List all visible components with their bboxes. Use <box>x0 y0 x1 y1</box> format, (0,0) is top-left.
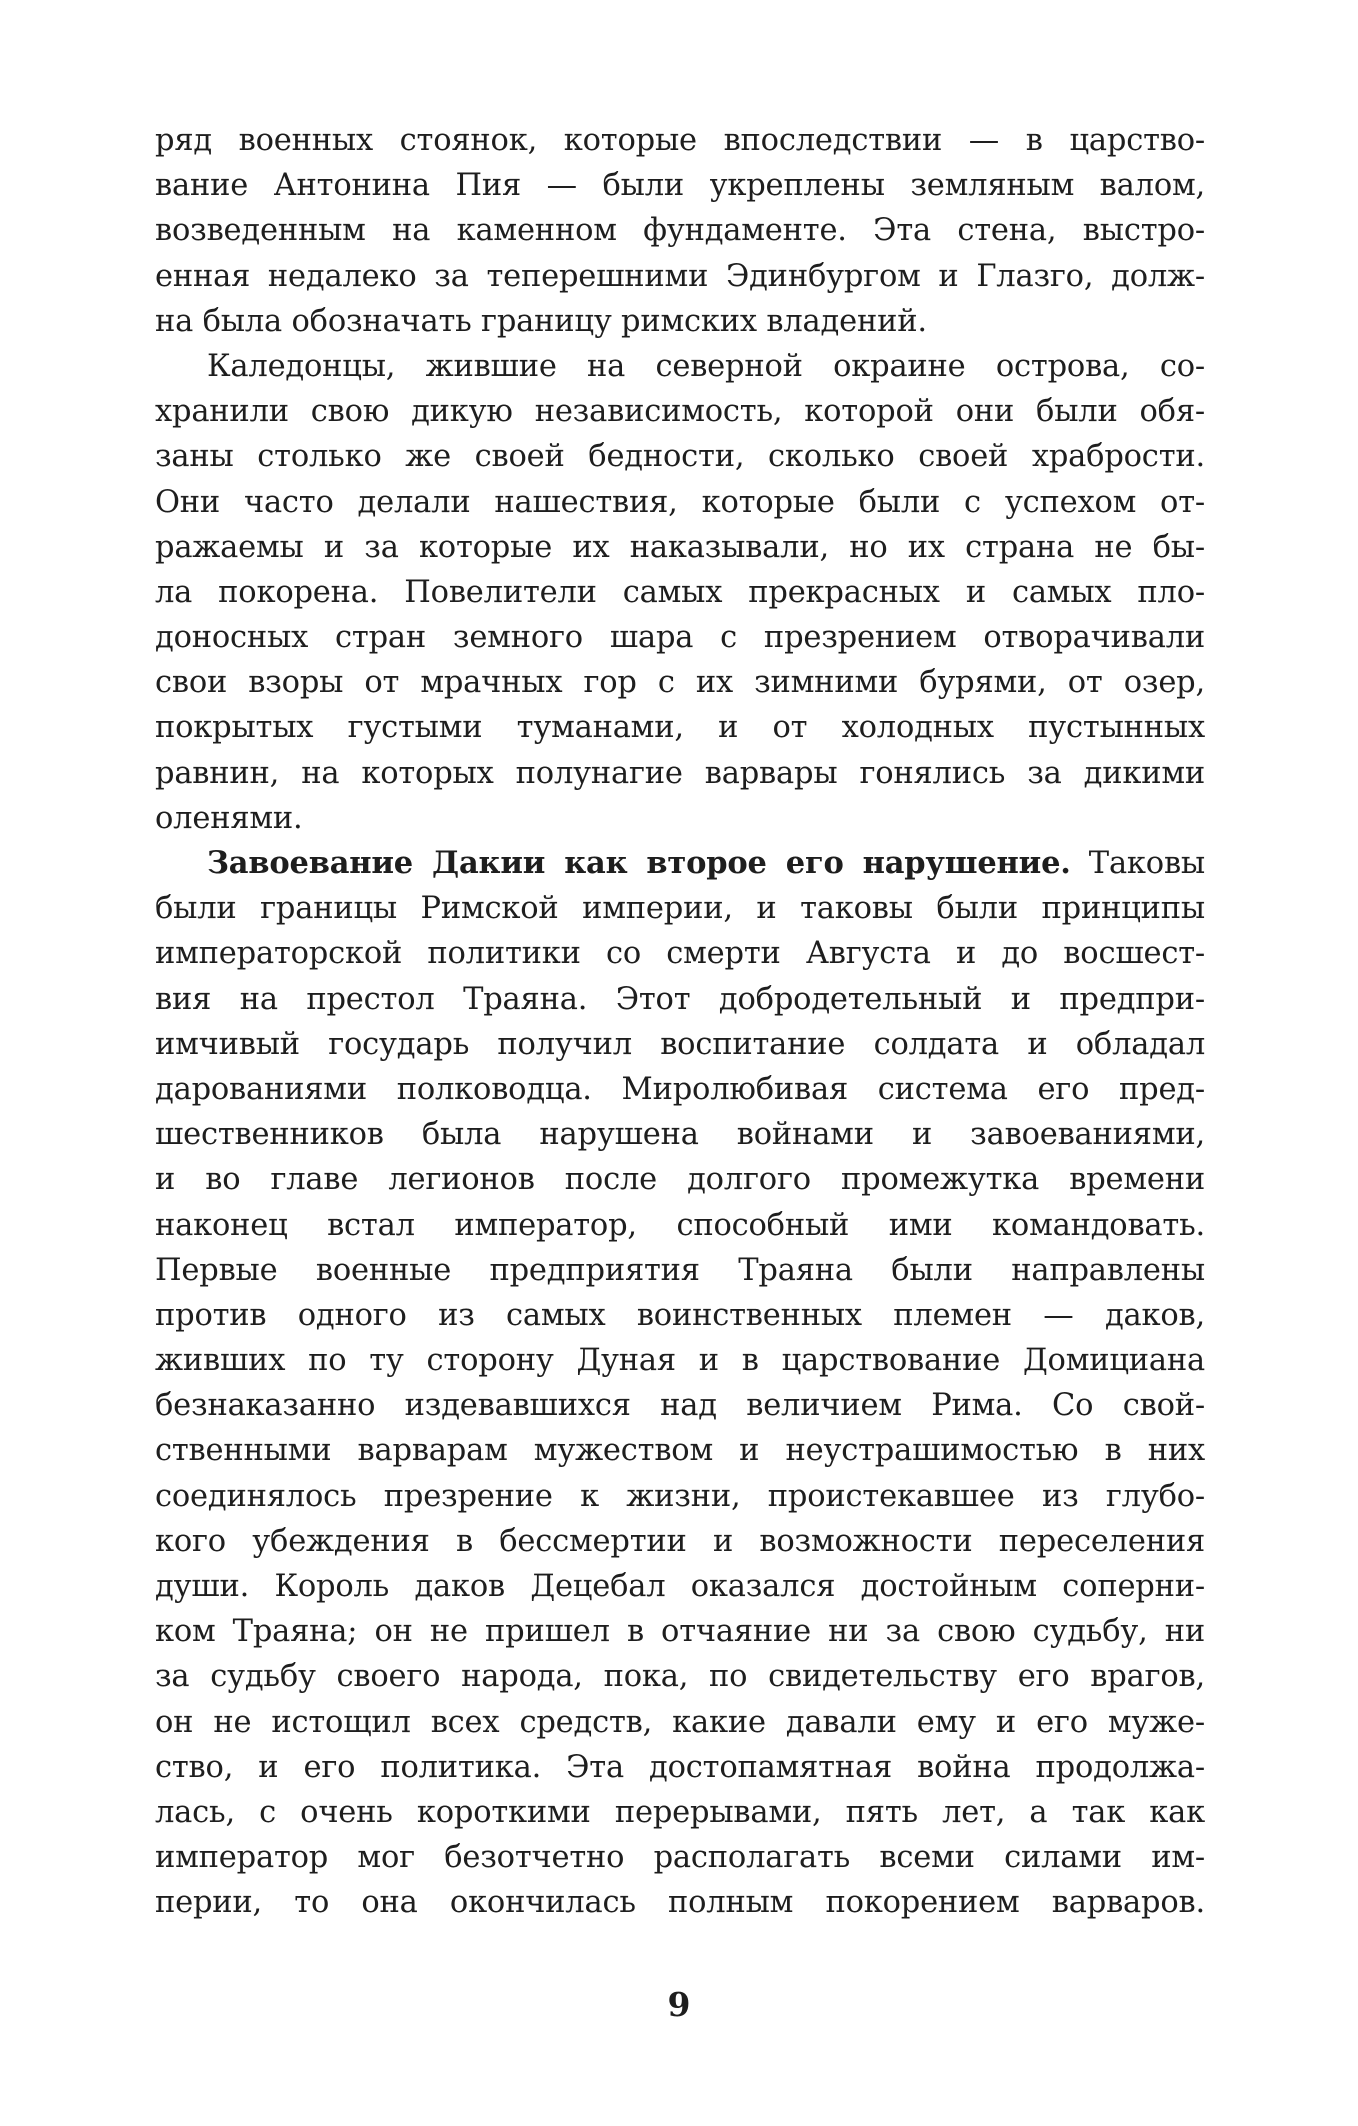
text-line: имчивый государь получил воспитание солдата и обладал <box>155 1026 1205 1062</box>
text-line: енная недалеко за теперешними Эдинбургом и Глазго, долж- <box>155 258 1205 294</box>
text-line: император мог безотчетно располагать всеми силами им- <box>155 1840 1205 1876</box>
text-line: оленями. <box>155 800 303 836</box>
text-line: ла покорена. Повелители самых прекрасных и самых пло- <box>155 574 1205 610</box>
text-line: были границы Римской империи, и таковы были принципы <box>155 891 1205 927</box>
text-line: ком Траяна; он не пришел в отчаяние ни за свою судьбу, ни <box>155 1614 1205 1650</box>
text-line: на была обозначать границу римских владений. <box>155 303 927 339</box>
text-line: Они часто делали нашествия, которые были с успехом от- <box>155 484 1205 520</box>
text-line: он не истощил всех средств, какие давали ему и его муже- <box>155 1704 1205 1740</box>
text-line: императорской политики со смерти Августа и до восшест- <box>155 936 1205 972</box>
section-heading: Завоевание Дакии как второе его нарушение. <box>207 845 1071 881</box>
heading-line-rest: Таковы <box>1070 846 1205 881</box>
text-line: ражаемы и за которые их наказывали, но их страна не бы- <box>155 529 1205 565</box>
text-line: вание Антонина Пия — были укреплены земляным валом, <box>155 168 1205 204</box>
text-line: дарованиями полководца. Миролюбивая система его пред- <box>155 1071 1205 1107</box>
text-line: ряд военных стоянок, которые впоследствии — в царство- <box>155 123 1205 158</box>
text-line: Первые военные предприятия Траяна были направлены <box>155 1252 1205 1288</box>
text-line: Каледонцы, жившие на северной окраине острова, со- <box>207 348 1205 384</box>
text-line: безнаказанно издевавшихся над величием Рима. Со свой- <box>155 1388 1205 1424</box>
text-line <box>155 841 1205 886</box>
body-text <box>155 118 1205 1926</box>
text-line: лась, с очень короткими перерывами, пять лет, а так как <box>155 1794 1205 1830</box>
text-line: живших по ту сторону Дуная и в царствование Домициана <box>155 1343 1205 1379</box>
text-line: наконец встал император, способный ими командовать. <box>155 1207 1205 1243</box>
text-line: перии, то она окончилась полным покорением варваров. <box>155 1885 1205 1921</box>
text-line: равнин, на которых полунагие варвары гонялись за дикими <box>155 755 1205 791</box>
text-line: вия на престол Траяна. Этот добродетельный и предпри- <box>155 981 1205 1017</box>
text-line: против одного из самых воинственных племен — даков, <box>155 1297 1205 1333</box>
text-line: соединялось презрение к жизни, проистекавшее из глубо- <box>155 1478 1205 1514</box>
text-line: души. Король даков Децебал оказался достойным соперни- <box>155 1569 1205 1604</box>
text-line: кого убеждения в бессмертии и возможности переселения <box>155 1523 1205 1559</box>
text-line: хранили свою дикую независимость, которой они были обя- <box>155 394 1205 430</box>
text-line: ственными варварам мужеством и неустрашимостью в них <box>155 1433 1205 1469</box>
text-line: свои взоры от мрачных гор с их зимними бурями, от озер, <box>155 665 1205 701</box>
text-line: заны столько же своей бедности, сколько своей храбрости. <box>155 439 1205 475</box>
text-line: и во главе легионов после долгого промежутка времени <box>155 1162 1205 1198</box>
text-line: ство, и его политика. Эта достопамятная война продолжа- <box>155 1749 1205 1785</box>
text-line: покрытых густыми туманами, и от холодных пустынных <box>155 710 1205 746</box>
text-line: возведенным на каменном фундаменте. Эта стена, выстро- <box>155 213 1205 249</box>
page-number: 9 <box>667 1985 691 2024</box>
text-line: шественников была нарушена войнами и завоеваниями, <box>155 1117 1205 1153</box>
text-line: доносных стран земного шара с презрением отворачивали <box>155 620 1205 656</box>
text-line: за судьбу своего народа, пока, по свидетельству его врагов, <box>155 1659 1205 1695</box>
